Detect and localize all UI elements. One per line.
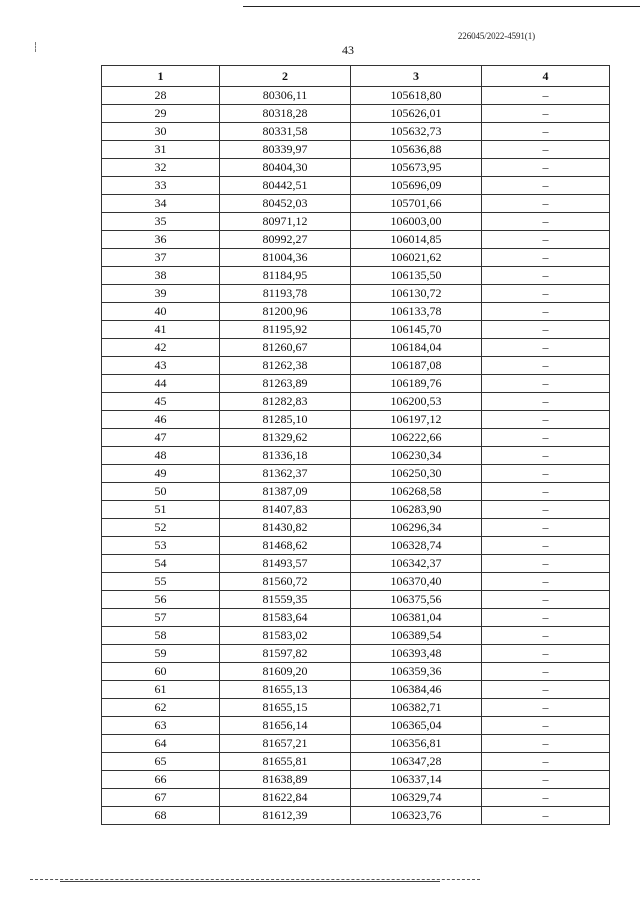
x-coordinate-cell: 81597,82 [220, 645, 351, 663]
coordinates-table [101, 65, 610, 825]
note-cell: – [482, 411, 610, 429]
table-row [102, 735, 610, 753]
note-cell: – [482, 591, 610, 609]
y-coordinate-cell: 106133,78 [351, 303, 482, 321]
x-coordinate-cell: 80318,28 [220, 105, 351, 123]
y-coordinate-cell: 106328,74 [351, 537, 482, 555]
x-coordinate-cell: 81583,64 [220, 609, 351, 627]
y-coordinate-cell: 106283,90 [351, 501, 482, 519]
x-coordinate-cell: 80331,58 [220, 123, 351, 141]
x-coordinate-cell: 80452,03 [220, 195, 351, 213]
y-coordinate-cell: 106384,46 [351, 681, 482, 699]
table-row [102, 339, 610, 357]
point-number-cell: 34 [102, 195, 220, 213]
point-number-cell: 66 [102, 771, 220, 789]
point-number-cell: 38 [102, 267, 220, 285]
note-cell: – [482, 663, 610, 681]
point-number-cell: 67 [102, 789, 220, 807]
x-coordinate-cell: 81200,96 [220, 303, 351, 321]
point-number-cell: 41 [102, 321, 220, 339]
y-coordinate-cell: 106365,04 [351, 717, 482, 735]
y-coordinate-cell: 106003,00 [351, 213, 482, 231]
point-number-cell: 44 [102, 375, 220, 393]
x-coordinate-cell: 81609,20 [220, 663, 351, 681]
note-cell: – [482, 141, 610, 159]
x-coordinate-cell: 81387,09 [220, 483, 351, 501]
point-number-cell: 65 [102, 753, 220, 771]
point-number-cell: 39 [102, 285, 220, 303]
y-coordinate-cell: 106370,40 [351, 573, 482, 591]
note-cell: – [482, 483, 610, 501]
point-number-cell: 62 [102, 699, 220, 717]
point-number-cell: 48 [102, 447, 220, 465]
x-coordinate-cell: 81285,10 [220, 411, 351, 429]
note-cell: – [482, 105, 610, 123]
x-coordinate-cell: 81260,67 [220, 339, 351, 357]
note-cell: – [482, 753, 610, 771]
y-coordinate-cell: 105673,95 [351, 159, 482, 177]
x-coordinate-cell: 81612,39 [220, 807, 351, 825]
note-cell: – [482, 555, 610, 573]
y-coordinate-cell: 106135,50 [351, 267, 482, 285]
y-coordinate-cell: 106189,76 [351, 375, 482, 393]
y-coordinate-cell: 106381,04 [351, 609, 482, 627]
table-row [102, 357, 610, 375]
point-number-cell: 52 [102, 519, 220, 537]
table-row [102, 609, 610, 627]
y-coordinate-cell: 106014,85 [351, 231, 482, 249]
table-row [102, 591, 610, 609]
table-row [102, 267, 610, 285]
point-number-cell: 68 [102, 807, 220, 825]
column-header: 3 [351, 66, 482, 87]
note-cell: – [482, 375, 610, 393]
note-cell: – [482, 267, 610, 285]
y-coordinate-cell: 106323,76 [351, 807, 482, 825]
table-row [102, 213, 610, 231]
y-coordinate-cell: 105618,80 [351, 87, 482, 105]
column-header: 2 [220, 66, 351, 87]
x-coordinate-cell: 81193,78 [220, 285, 351, 303]
point-number-cell: 43 [102, 357, 220, 375]
y-coordinate-cell: 105701,66 [351, 195, 482, 213]
y-coordinate-cell: 106230,34 [351, 447, 482, 465]
page-number: 43 [342, 43, 354, 57]
table-row [102, 627, 610, 645]
point-number-cell: 55 [102, 573, 220, 591]
point-number-cell: 31 [102, 141, 220, 159]
note-cell: – [482, 339, 610, 357]
note-cell: – [482, 681, 610, 699]
point-number-cell: 28 [102, 87, 220, 105]
table-body [102, 87, 610, 825]
table-row [102, 483, 610, 501]
point-number-cell: 40 [102, 303, 220, 321]
point-number-cell: 51 [102, 501, 220, 519]
table-row [102, 231, 610, 249]
column-header: 1 [102, 66, 220, 87]
x-coordinate-cell: 81282,83 [220, 393, 351, 411]
y-coordinate-cell: 106200,53 [351, 393, 482, 411]
y-coordinate-cell: 105696,09 [351, 177, 482, 195]
table-row [102, 807, 610, 825]
note-cell: – [482, 159, 610, 177]
table-row [102, 285, 610, 303]
x-coordinate-cell: 81560,72 [220, 573, 351, 591]
point-number-cell: 37 [102, 249, 220, 267]
note-cell: – [482, 231, 610, 249]
y-coordinate-cell: 106347,28 [351, 753, 482, 771]
y-coordinate-cell: 106359,36 [351, 663, 482, 681]
y-coordinate-cell: 106250,30 [351, 465, 482, 483]
note-cell: – [482, 717, 610, 735]
note-cell: – [482, 807, 610, 825]
x-coordinate-cell: 81656,14 [220, 717, 351, 735]
table-row [102, 699, 610, 717]
y-coordinate-cell: 106375,56 [351, 591, 482, 609]
point-number-cell: 29 [102, 105, 220, 123]
y-coordinate-cell: 106184,04 [351, 339, 482, 357]
table-row [102, 537, 610, 555]
x-coordinate-cell: 81657,21 [220, 735, 351, 753]
table-header-row [102, 66, 610, 87]
y-coordinate-cell: 106337,14 [351, 771, 482, 789]
note-cell: – [482, 537, 610, 555]
x-coordinate-cell: 81329,62 [220, 429, 351, 447]
y-coordinate-cell: 106342,37 [351, 555, 482, 573]
table-row [102, 195, 610, 213]
note-cell: – [482, 699, 610, 717]
point-number-cell: 35 [102, 213, 220, 231]
point-number-cell: 59 [102, 645, 220, 663]
note-cell: – [482, 447, 610, 465]
point-number-cell: 61 [102, 681, 220, 699]
point-number-cell: 50 [102, 483, 220, 501]
note-cell: – [482, 573, 610, 591]
x-coordinate-cell: 81638,89 [220, 771, 351, 789]
document-number: 226045/2022-4591(1) [457, 31, 535, 41]
y-coordinate-cell: 106130,72 [351, 285, 482, 303]
x-coordinate-cell: 80442,51 [220, 177, 351, 195]
y-coordinate-cell: 106382,71 [351, 699, 482, 717]
point-number-cell: 60 [102, 663, 220, 681]
x-coordinate-cell: 81336,18 [220, 447, 351, 465]
note-cell: – [482, 627, 610, 645]
table-row [102, 159, 610, 177]
note-cell: – [482, 195, 610, 213]
note-cell: – [482, 609, 610, 627]
y-coordinate-cell: 106389,54 [351, 627, 482, 645]
x-coordinate-cell: 81195,92 [220, 321, 351, 339]
note-cell: – [482, 213, 610, 231]
table-row [102, 321, 610, 339]
note-cell: – [482, 465, 610, 483]
point-number-cell: 47 [102, 429, 220, 447]
x-coordinate-cell: 81263,89 [220, 375, 351, 393]
y-coordinate-cell: 105626,01 [351, 105, 482, 123]
point-number-cell: 54 [102, 555, 220, 573]
x-coordinate-cell: 81583,02 [220, 627, 351, 645]
point-number-cell: 57 [102, 609, 220, 627]
y-coordinate-cell: 106197,12 [351, 411, 482, 429]
y-coordinate-cell: 106268,58 [351, 483, 482, 501]
note-cell: – [482, 789, 610, 807]
y-coordinate-cell: 106187,08 [351, 357, 482, 375]
table-row [102, 717, 610, 735]
note-cell: – [482, 303, 610, 321]
x-coordinate-cell: 81004,36 [220, 249, 351, 267]
note-cell: – [482, 87, 610, 105]
x-coordinate-cell: 81493,57 [220, 555, 351, 573]
margin-mark [35, 42, 37, 52]
note-cell: – [482, 735, 610, 753]
table-row [102, 447, 610, 465]
table-row [102, 429, 610, 447]
table-row [102, 123, 610, 141]
note-cell: – [482, 177, 610, 195]
point-number-cell: 36 [102, 231, 220, 249]
point-number-cell: 53 [102, 537, 220, 555]
point-number-cell: 64 [102, 735, 220, 753]
y-coordinate-cell: 106222,66 [351, 429, 482, 447]
point-number-cell: 63 [102, 717, 220, 735]
note-cell: – [482, 519, 610, 537]
point-number-cell: 58 [102, 627, 220, 645]
x-coordinate-cell: 81362,37 [220, 465, 351, 483]
x-coordinate-cell: 81655,13 [220, 681, 351, 699]
table-row [102, 303, 610, 321]
table-row [102, 645, 610, 663]
x-coordinate-cell: 80971,12 [220, 213, 351, 231]
point-number-cell: 42 [102, 339, 220, 357]
note-cell: – [482, 501, 610, 519]
table-row [102, 753, 610, 771]
y-coordinate-cell: 106329,74 [351, 789, 482, 807]
table-row [102, 663, 610, 681]
table-row [102, 573, 610, 591]
x-coordinate-cell: 81559,35 [220, 591, 351, 609]
y-coordinate-cell: 106393,48 [351, 645, 482, 663]
x-coordinate-cell: 81262,38 [220, 357, 351, 375]
table-row [102, 681, 610, 699]
column-header: 4 [482, 66, 610, 87]
table-row [102, 519, 610, 537]
y-coordinate-cell: 106021,62 [351, 249, 482, 267]
table-row [102, 105, 610, 123]
table-row [102, 411, 610, 429]
x-coordinate-cell: 80992,27 [220, 231, 351, 249]
x-coordinate-cell: 81407,83 [220, 501, 351, 519]
x-coordinate-cell: 81430,82 [220, 519, 351, 537]
note-cell: – [482, 285, 610, 303]
table-row [102, 141, 610, 159]
point-number-cell: 56 [102, 591, 220, 609]
y-coordinate-cell: 106356,81 [351, 735, 482, 753]
x-coordinate-cell: 80339,97 [220, 141, 351, 159]
note-cell: – [482, 123, 610, 141]
x-coordinate-cell: 81622,84 [220, 789, 351, 807]
y-coordinate-cell: 105632,73 [351, 123, 482, 141]
table-row [102, 393, 610, 411]
note-cell: – [482, 645, 610, 663]
x-coordinate-cell: 80404,30 [220, 159, 351, 177]
y-coordinate-cell: 105636,88 [351, 141, 482, 159]
table-row [102, 465, 610, 483]
top-rule [243, 6, 640, 7]
x-coordinate-cell: 81655,15 [220, 699, 351, 717]
table-row [102, 771, 610, 789]
table-row [102, 249, 610, 267]
note-cell: – [482, 393, 610, 411]
table-row [102, 501, 610, 519]
table-row [102, 177, 610, 195]
bottom-rule-solid [60, 881, 440, 882]
x-coordinate-cell: 81655,81 [220, 753, 351, 771]
table-row [102, 87, 610, 105]
y-coordinate-cell: 106296,34 [351, 519, 482, 537]
y-coordinate-cell: 106145,70 [351, 321, 482, 339]
note-cell: – [482, 771, 610, 789]
point-number-cell: 30 [102, 123, 220, 141]
note-cell: – [482, 357, 610, 375]
table-row [102, 555, 610, 573]
note-cell: – [482, 321, 610, 339]
point-number-cell: 46 [102, 411, 220, 429]
point-number-cell: 32 [102, 159, 220, 177]
x-coordinate-cell: 81468,62 [220, 537, 351, 555]
point-number-cell: 33 [102, 177, 220, 195]
note-cell: – [482, 429, 610, 447]
note-cell: – [482, 249, 610, 267]
point-number-cell: 45 [102, 393, 220, 411]
table-row [102, 789, 610, 807]
x-coordinate-cell: 81184,95 [220, 267, 351, 285]
point-number-cell: 49 [102, 465, 220, 483]
table-row [102, 375, 610, 393]
x-coordinate-cell: 80306,11 [220, 87, 351, 105]
